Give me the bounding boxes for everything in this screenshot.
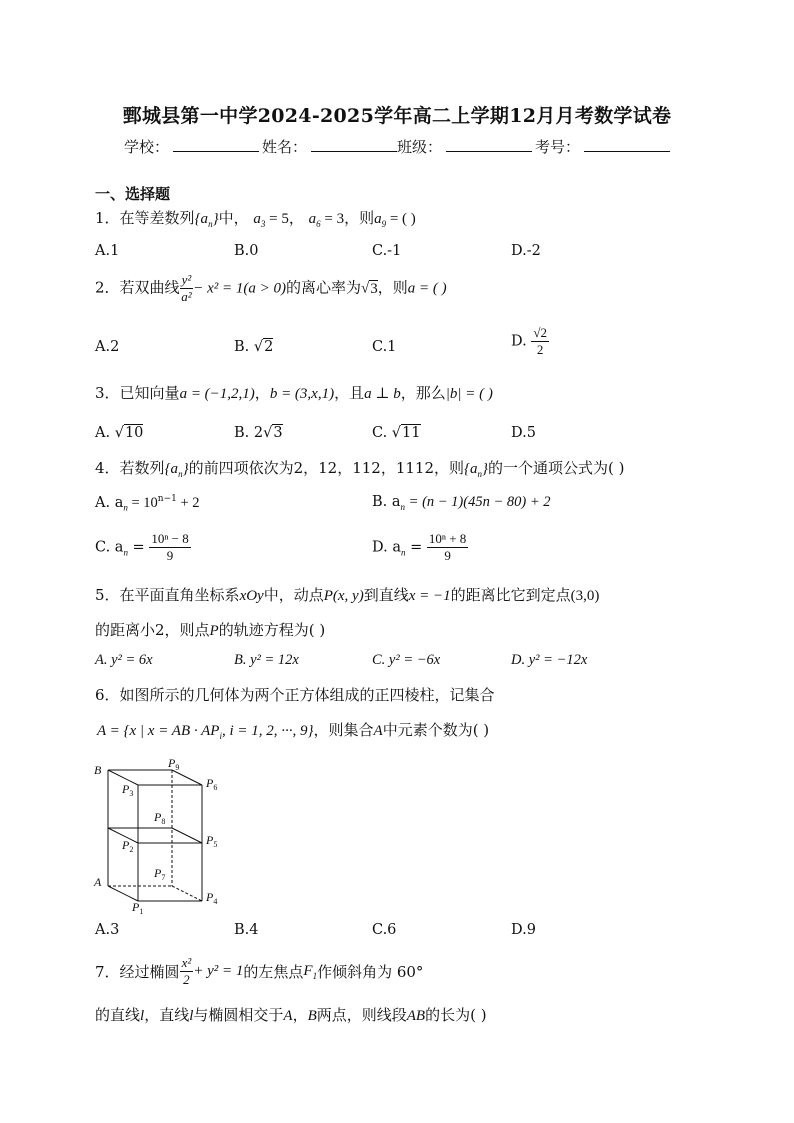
question-7	[95, 955, 423, 988]
q7-l: l	[140, 1008, 145, 1024]
q4-stem2: 的前四项依次为2，12，112，1112，则	[188, 459, 464, 477]
q1-option-d[interactable]: D.-2	[511, 243, 541, 259]
q4-num: 4．	[95, 459, 120, 477]
q4-option-a[interactable]: A. $a_n = 10^{n-1} + 2$	[95, 494, 200, 513]
q5-point: P(x, y)	[323, 588, 364, 604]
label-P3: $P_3$	[122, 782, 134, 798]
question-6-line2	[97, 719, 489, 741]
q3-num: 3．	[95, 384, 120, 402]
q6-option-b[interactable]: B.4	[234, 922, 259, 938]
question-5	[95, 584, 599, 605]
number-label: 考号：	[535, 138, 581, 156]
label-P5: $P_5$	[206, 833, 218, 849]
info-class	[397, 136, 532, 157]
q3-abs: |b| = ( )	[445, 386, 493, 402]
q5-text6: 的轨迹方程为( )	[218, 621, 326, 639]
q7-text5: ，直线	[144, 1006, 190, 1024]
label-P2: $P_2$	[122, 838, 134, 854]
question-4	[95, 457, 624, 479]
q1-a9-val: = ( )	[386, 211, 416, 227]
q7-eq: + y² = 1	[193, 963, 244, 979]
school-label: 学校：	[124, 138, 170, 156]
q1-a6: $a_6$	[308, 211, 321, 229]
q6-text3: 中元素个数为( )	[382, 721, 490, 739]
label-A: A	[94, 875, 102, 889]
q5-text3: 到直线	[363, 586, 409, 604]
q5-text4: 的距离比它到定点	[450, 586, 571, 604]
q6-A: A	[373, 723, 383, 739]
q5-P: P	[209, 623, 219, 639]
q5-fixed: (3,0)	[570, 588, 600, 604]
q3-option-d[interactable]: D.5	[511, 425, 536, 441]
question-3	[95, 382, 493, 403]
q2-stem3: 的离心率为	[286, 278, 362, 297]
q5-num: 5．	[95, 586, 120, 604]
label-P7: $P_7$	[154, 866, 166, 882]
q2-stem5: a = ( )	[407, 280, 447, 297]
q1-a3: $a_3$	[253, 211, 266, 229]
q4-option-d[interactable]: D. $a_n$ = $\frac{\text{10ⁿ + 8}}{9}$	[372, 531, 467, 563]
prism-figure	[92, 757, 232, 915]
class-label: 班级：	[397, 138, 443, 156]
q2-equation: − x² = 1(a > 0)	[193, 280, 286, 297]
q3-option-c[interactable]: C. √11	[372, 425, 421, 441]
q7-A: A	[283, 1008, 293, 1024]
q3-option-b[interactable]: B. 2√3	[234, 425, 283, 441]
q5-text2: 中，动点	[263, 586, 324, 604]
q7-text1: 经过椭圆	[119, 963, 180, 981]
q7-text8: 两点，则线段	[316, 1006, 407, 1024]
q4-option-c[interactable]: C. $a_n$ = $\frac{\text{10ⁿ − 8}}{9}$	[95, 531, 189, 563]
q2-stem: 若双曲线	[119, 278, 180, 297]
q7-text7: ，	[292, 1006, 308, 1024]
question-7-line2	[95, 1004, 487, 1025]
q2-option-d[interactable]: D. $\frac{√2}{2}$	[511, 325, 547, 357]
q7-text2: 的左焦点	[243, 963, 304, 981]
q4-stem3: 的一个通项公式为( )	[488, 459, 625, 477]
page-title: 鄄城县第一中学2024-2025学年高二上学期12月月考数学试卷	[122, 105, 672, 127]
q6-text1: 如图所示的几何体为两个正方体组成的正四棱柱，记集合	[119, 686, 495, 704]
q2-option-c[interactable]: C.1	[372, 339, 397, 355]
q7-B: B	[307, 1008, 317, 1024]
q2-sqrt3: √3	[361, 280, 378, 297]
q3-option-a[interactable]: A. √10	[95, 425, 144, 441]
q6-option-d[interactable]: D.9	[511, 922, 536, 938]
q1-option-c[interactable]: C.-1	[372, 243, 402, 259]
q6-text2: ，则集合	[313, 721, 374, 739]
label-P1: $P_1$	[132, 900, 144, 915]
q6-set: A = {x | x = AB · $AP_i$, i = 1, 2, ···, 9}	[97, 723, 314, 741]
q2-num: 2．	[95, 278, 120, 297]
question-2	[95, 272, 447, 305]
q1-a9: $a_9$	[374, 211, 387, 229]
q5-option-c[interactable]: C. y² = −6x	[372, 652, 441, 668]
q3-vector-a: a = (−1,2,1)	[179, 386, 255, 402]
q6-option-c[interactable]: C.6	[372, 922, 397, 938]
number-blank[interactable]	[584, 137, 670, 152]
question-1	[95, 207, 416, 229]
q3-stem2: ，且	[334, 384, 365, 402]
q5-option-d[interactable]: D. y² = −12x	[511, 652, 588, 668]
section-heading: 一、选择题	[95, 185, 171, 203]
info-number	[535, 136, 670, 157]
q7-text4: 的直线	[95, 1006, 141, 1024]
school-blank[interactable]	[173, 137, 259, 152]
question-6	[95, 684, 495, 705]
q1-num: 1．	[95, 209, 120, 227]
q3-sep: ，	[254, 384, 270, 402]
q3-stem3: ，那么	[400, 384, 446, 402]
q7-fraction: $\frac{\text{x²}}{2}$	[181, 955, 192, 987]
info-school	[124, 136, 259, 157]
q7-text9: 的长为( )	[425, 1006, 487, 1024]
q5-option-b[interactable]: B. y² = 12x	[234, 652, 299, 668]
q6-num: 6．	[95, 686, 120, 704]
name-label: 姓名：	[262, 138, 308, 156]
q5-text1: 在平面直角坐标系	[119, 586, 240, 604]
q6-option-a[interactable]: A.3	[95, 922, 120, 938]
label-P6: $P_6$	[206, 776, 218, 792]
q4-stem: 若数列	[119, 459, 165, 477]
label-P9: $P_9$	[168, 757, 180, 772]
class-blank[interactable]	[446, 137, 532, 152]
q7-AB: AB	[406, 1008, 426, 1024]
q2-stem4: ，则	[377, 278, 408, 297]
q3-perp: a ⊥ b	[364, 386, 401, 402]
q4-option-b[interactable]: B. $a_n = (n - 1)(45n - 80) + 2$	[372, 494, 551, 512]
q1-a6-val: = 3，则	[320, 211, 375, 227]
q5-option-a[interactable]: A. y² = 6x	[95, 652, 153, 668]
q5-line: x = −1	[408, 588, 451, 604]
info-name	[262, 136, 397, 157]
q3-stem: 已知向量	[119, 384, 180, 402]
label-P4: $P_4$	[206, 890, 218, 906]
q3-vector-b: b = (3,x,1)	[269, 386, 335, 402]
q2-fraction: $\frac{\text{y²}}{\text{a²}}$	[181, 272, 192, 304]
q4-seq: $\{a_n\}$	[164, 461, 189, 479]
q2-option-a[interactable]: A.2	[95, 339, 120, 355]
label-B: B	[94, 763, 102, 777]
q1-option-a[interactable]: A.1	[95, 243, 120, 259]
label-P8: $P_8$	[154, 810, 166, 826]
q1-option-b[interactable]: B.0	[234, 243, 259, 259]
q1-stem: 在等差数列	[119, 209, 195, 227]
q4-seq2: $\{a_n\}$	[464, 461, 488, 479]
q5-xoy: xOy	[239, 588, 264, 604]
q7-text6: 与椭圆相交于	[193, 1006, 284, 1024]
question-5-line2	[95, 619, 325, 640]
q1-stem2: 中，	[218, 209, 249, 227]
q7-num: 7．	[95, 963, 120, 981]
q2-option-b[interactable]: B. √2	[234, 339, 274, 355]
q7-F1: $F_1$	[303, 962, 318, 981]
q7-l2: l	[189, 1008, 194, 1024]
q1-a3-val: = 5，	[265, 211, 304, 227]
name-blank[interactable]	[311, 137, 397, 152]
q7-text3: 作倾斜角为 60°	[317, 963, 424, 981]
q1-seq: $\{a_n\}$	[194, 211, 219, 229]
q5-text5: 的距离小2，则点	[95, 621, 210, 639]
